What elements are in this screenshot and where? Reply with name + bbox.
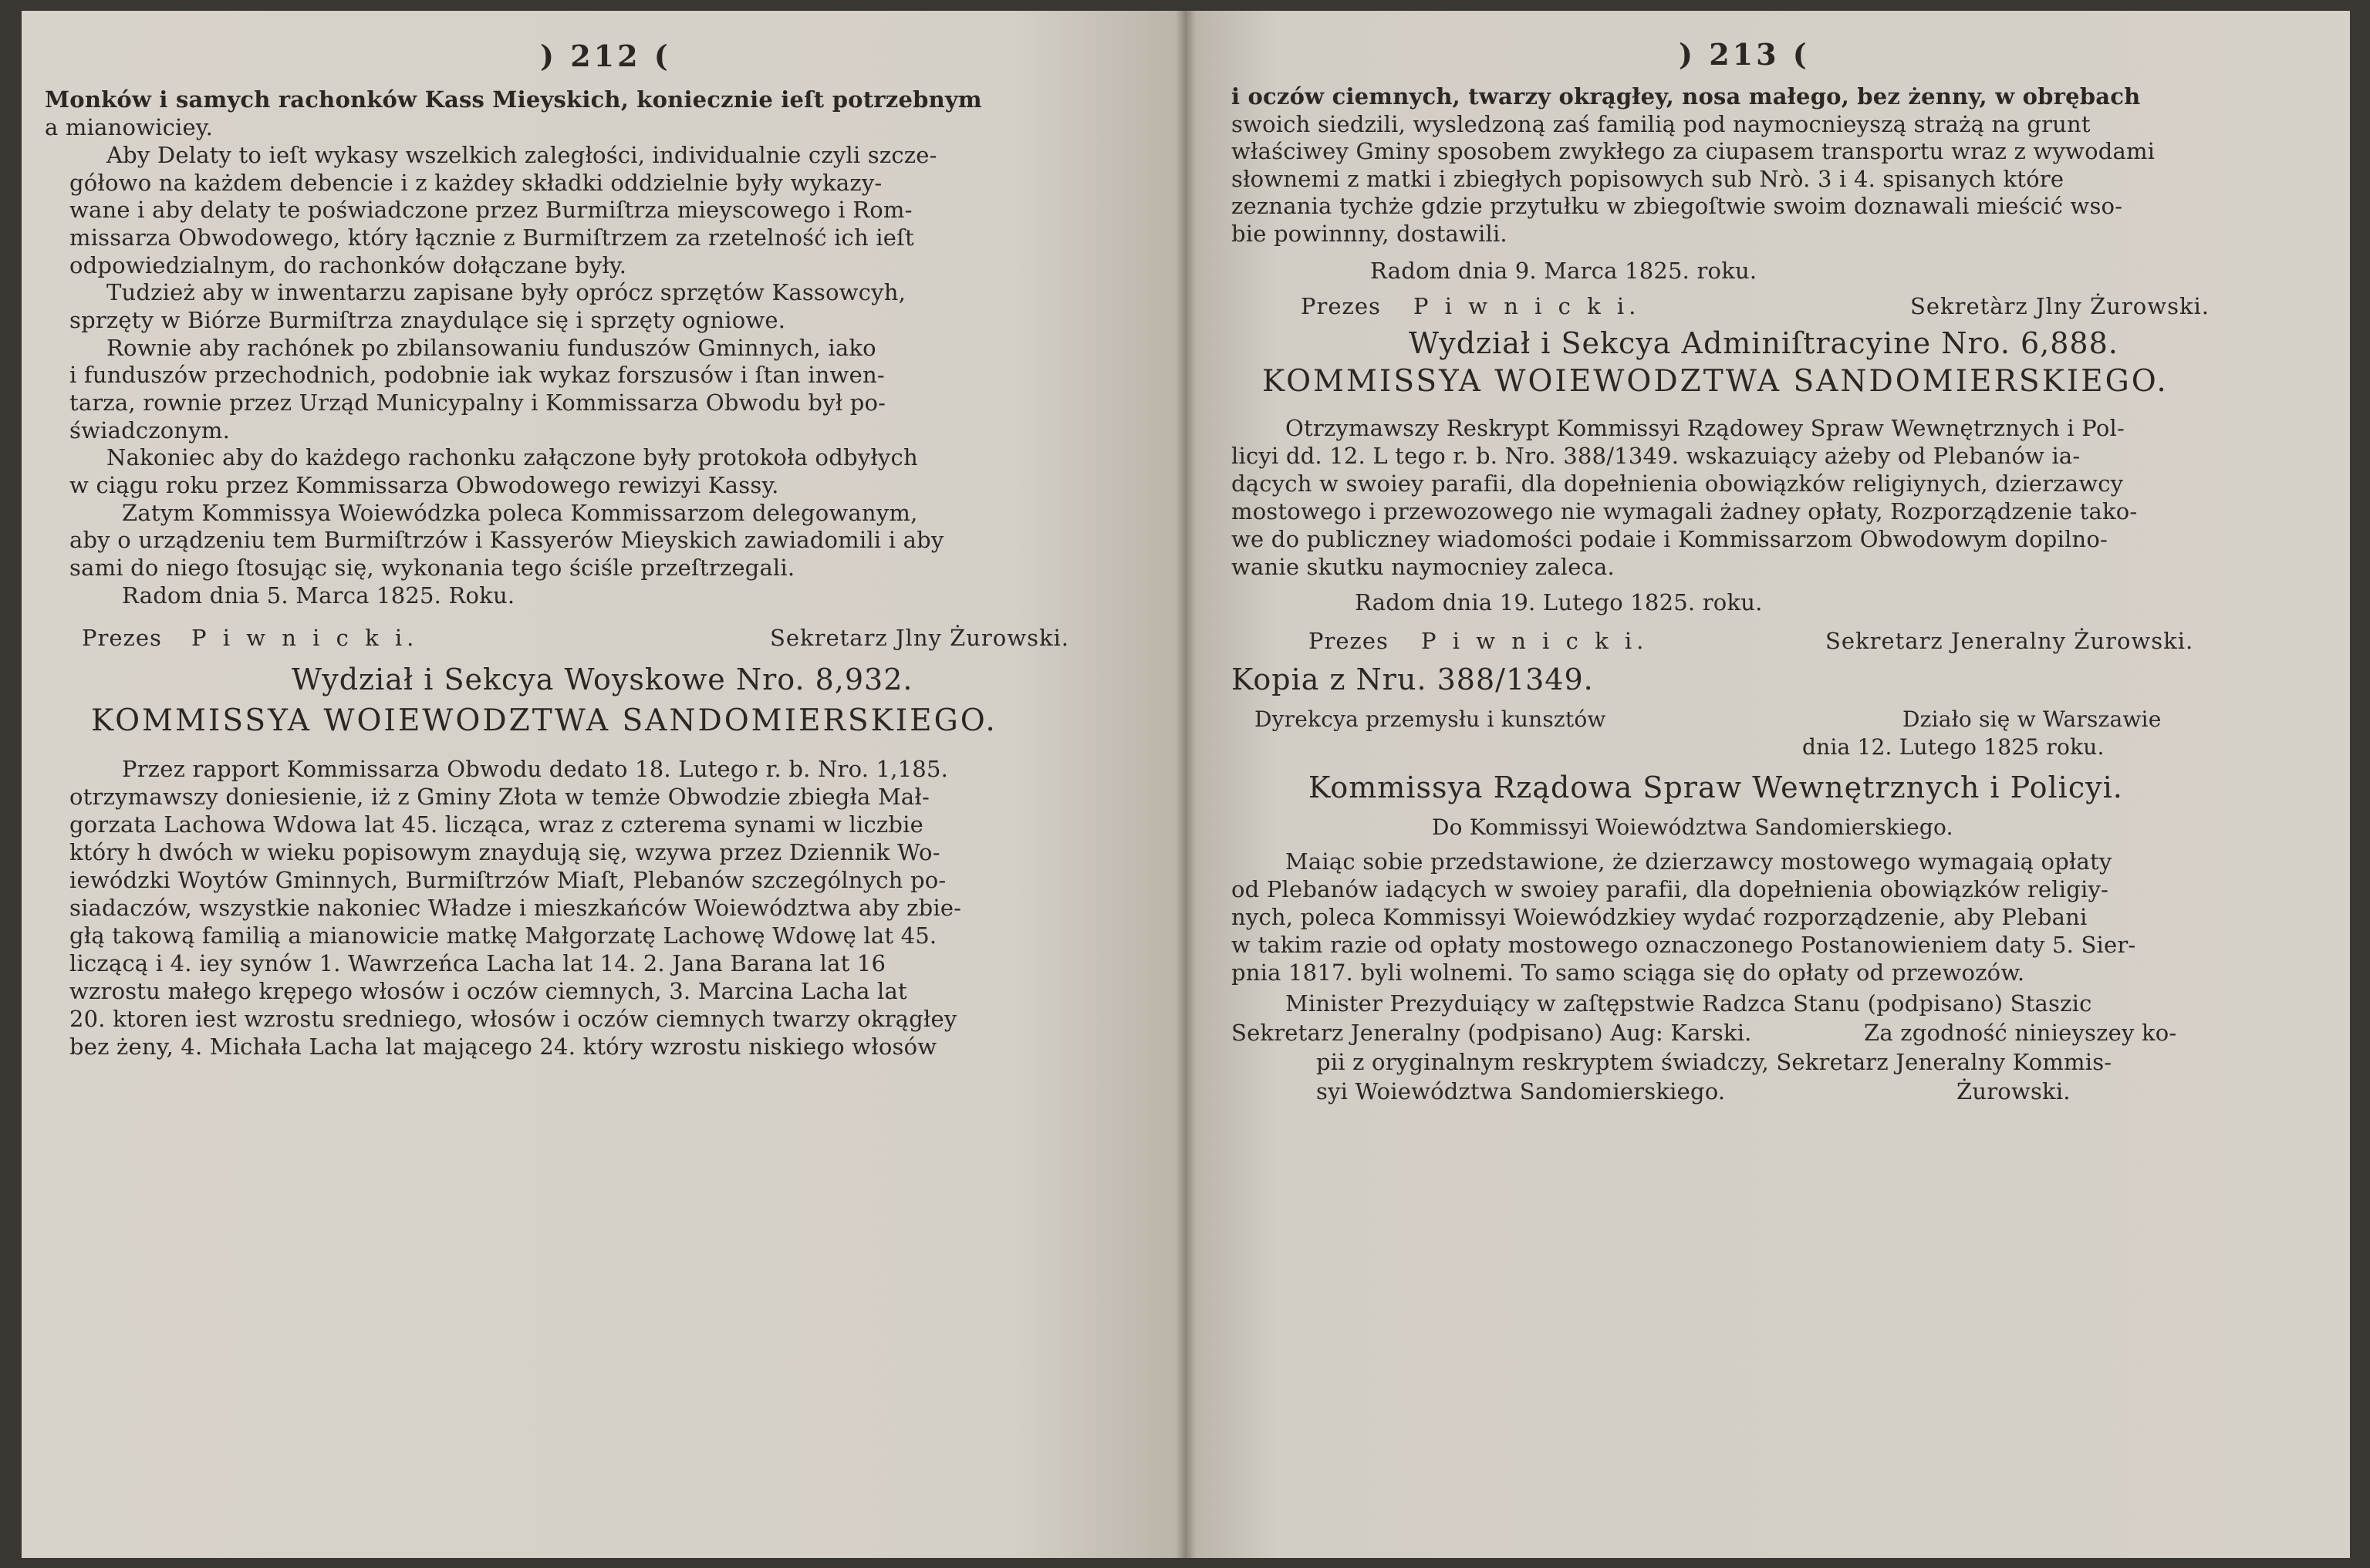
text-line: aby o urządzeniu tem Burmiſtrzów i Kassyerów Mieyskich zawiadomili i aby: [69, 527, 944, 553]
text-line: Nakoniec aby do każdego rachonku załączone były protokoła odbyłych: [106, 444, 918, 470]
left-page: [22, 11, 1185, 1558]
copy-heading: Kopia z Nru. 388/1349.: [1231, 663, 1594, 696]
text-line: missarza Obwodowego, który łącznie z Burmiſtrzem za rzetelność ich ieſt: [69, 224, 914, 251]
text-line: Rownie aby rachónek po zbilansowaniu funduszów Gminnych, iako: [106, 335, 876, 361]
text-line: zeznania tychże gdzie przytułku w zbiegoſtwie swoim doznawali mieścić wso-: [1231, 193, 2123, 219]
date-line: dnia 12. Lutego 1825 roku.: [1802, 734, 2105, 760]
text-line: Przez rapport Kommissarza Obwodu dedato 18. Lutego r. b. Nro. 1,185.: [122, 756, 949, 782]
signature-name: P i w n i c k i.: [1421, 628, 1649, 654]
text-line: Tudzież aby w inwentarzu zapisane były oprócz sprzętów Kassowcyh,: [106, 279, 906, 305]
commission-heading: KOMMISSYA WOIEWODZTWA SANDOMIERSKIEGO.: [91, 703, 998, 738]
text-line: Monków i samych rachonków Kass Mieyskich, koniecznie ieſt potrzebnym: [45, 86, 982, 113]
signature-title: Prezes: [82, 625, 162, 651]
page-number: ) 213 (: [1679, 37, 1810, 72]
text-line: 20. ktoren iest wzrostu sredniego, włosów i oczów ciemnych twarzy okrągłey: [69, 1006, 957, 1032]
signature-secretary: Sekretarz Jlny Żurowski.: [770, 625, 1070, 651]
signature-name: P i w n i c k i.: [1413, 293, 1641, 319]
signature-secretary: Sekretarz Jeneralny Żurowski.: [1825, 628, 2194, 654]
book-gutter: [1176, 11, 1196, 1558]
text-line: Minister Prezyduiący w zaſtępstwie Radzca Stanu (podpisano) Staszic: [1285, 990, 2092, 1017]
text-line: sprzęty w Biórze Burmiſtrza znaydulące się i sprzęty ogniowe.: [69, 307, 786, 333]
signature-title: Prezes: [1308, 628, 1389, 654]
text-line: świadczonym.: [69, 417, 230, 443]
section-heading: Wydział i Sekcya Adminiſtracyine Nro. 6,888.: [1409, 326, 2118, 360]
text-line: we do publiczney wiadomości podaie i Kommissarzom Obwodowym dopilno-: [1231, 526, 2108, 552]
signature-name: P i w n i c k i.: [191, 625, 419, 651]
text-line: wane i aby delaty te poświadczone przez Burmiſtrza mieyscowego i Rom-: [69, 197, 913, 223]
text-line: bez żeny, 4. Michała Lacha lat mającego 24. który wzrostu niskiego włosów: [69, 1034, 937, 1060]
date-line: Radom dnia 5. Marca 1825. Roku.: [122, 582, 515, 609]
text-line: i oczów ciemnych, twarzy okrągłey, nosa małego, bez żenny, w obrębach: [1231, 83, 2141, 110]
text-line: mostowego i przewozowego nie wymagali żadney opłaty, Rozporządzenie tako-: [1231, 498, 2138, 524]
text-line: Maiąc sobie przedstawione, że dzierzawcy mostowego wymagaią opłaty: [1285, 848, 2112, 875]
text-line: sami do niego ſtosując się, wykonania tego ściśle przeſtrzegali.: [69, 555, 795, 581]
text-line: licyi dd. 12. L tego r. b. Nro. 388/1349. wskazuiący ażeby od Plebanów ia-: [1231, 443, 2081, 469]
text-line: Otrzymawszy Reskrypt Kommissyi Rządowey Spraw Wewnętrznych i Pol-: [1285, 415, 2125, 441]
text-line: w takim razie od opłaty mostowego oznaczonego Postanowieniem daty 5. Sier-: [1231, 932, 2136, 958]
text-line: liczącą i 4. iey synów 1. Wawrzeńca Lacha lat 14. 2. Jana Barana lat 16: [69, 950, 886, 976]
text-line: właściwey Gminy sposobem zwykłego za ciupasem transportu wraz z wywodami: [1231, 138, 2156, 164]
text-line: syi Woiewództwa Sandomierskiego.: [1316, 1078, 1726, 1104]
text-line: głą takową familią a mianowicie matkę Małgorzatę Lachowę Wdowę lat 45.: [69, 922, 937, 949]
page-number: ) 212 (: [540, 39, 671, 73]
section-heading: Wydział i Sekcya Woyskowe Nro. 8,932.: [292, 663, 913, 696]
date-line: Radom dnia 19. Lutego 1825. roku.: [1355, 589, 1763, 615]
text-line: i funduszów przechodnich, podobnie iak wykaz forszusów i ſtan inwen-: [69, 362, 885, 388]
text-line: wanie skutku naymocniey zaleca.: [1231, 554, 1615, 580]
text-line: pii z oryginalnym reskryptem świadczy, Sekretarz Jeneralny Kommis-: [1316, 1049, 2112, 1075]
text-line: Za zgodność ninieyszey ko-: [1864, 1020, 2177, 1046]
text-line: nych, poleca Kommissyi Woiewódzkiey wydać rozporządzenie, aby Plebani: [1231, 904, 2088, 930]
text-line: gółowo na każdem debencie i z każdey składki oddzielnie były wykazy-: [69, 170, 883, 196]
text-line: pnia 1817. byli wolnemi. To samo sciąga się do opłaty od przewozów.: [1231, 959, 2025, 986]
text-line: wzrostu małego krępego włosów i oczów ciemnych, 3. Marcina Lacha lat: [69, 978, 907, 1004]
text-line: gorzata Lachowa Wdowa lat 45. licząca, wraz z czterema synami w liczbie: [69, 811, 924, 838]
directorate-line: Dyrekcya przemysłu i kunsztów: [1254, 706, 1606, 732]
text-line: swoich siedzili, wysledzoną zaś familią pod naymocnieyszą strażą na grunt: [1231, 111, 2091, 137]
text-line: tarza, rownie przez Urząd Municypalny i Kommissarza Obwodu był po-: [69, 389, 886, 416]
text-line: dących w swoiey parafii, dla dopełnienia obowiązków religiynych, dzierzawcy: [1231, 470, 2124, 497]
text-line: słownemi z matki i zbiegłych popisowych sub Nrò. 3 i 4. spisanych które: [1231, 166, 2064, 192]
signature-secretary: Sekretàrz Jlny Żurowski.: [1910, 293, 2210, 319]
date-line: Radom dnia 9. Marca 1825. roku.: [1370, 258, 1757, 284]
commission-heading: KOMMISSYA WOIEWODZTWA SANDOMIERSKIEGO.: [1262, 364, 2169, 399]
text-line: a mianowiciey.: [45, 114, 214, 140]
text-line: Sekretarz Jeneralny (podpisano) Aug: Karski.: [1231, 1020, 1752, 1046]
text-line: Zatym Kommissya Woiewódzka poleca Kommissarzom delegowanym,: [122, 500, 918, 526]
text-line: Aby Delaty to ieſt wykasy wszelkich zaległości, individualnie czyli szcze-: [106, 142, 937, 168]
text-line: siadaczów, wszystkie nakoniec Władze i mieszkańców Woiewództwa aby zbie-: [69, 895, 962, 921]
text-line: iewódzki Woytów Gminnych, Burmiſtrzów Miaſt, Plebanów szczególnych po-: [69, 867, 947, 893]
right-page: [1185, 11, 2350, 1558]
addressee-line: Do Kommissyi Woiewództwa Sandomierskiego.: [1432, 814, 1953, 840]
text-line: w ciągu roku przez Kommissarza Obwodowego rewizyi Kassy.: [69, 472, 779, 498]
place-line: Działo się w Warszawie: [1902, 706, 2162, 732]
ministry-heading: Kommissya Rządowa Spraw Wewnętrznych i Policyi.: [1308, 771, 2123, 804]
text-line: bie powinnny, dostawili.: [1231, 221, 1507, 247]
text-line: od Plebanów iadących w swoiey parafii, dla dopełnienia obowiązków religiy-: [1231, 876, 2109, 902]
signature-title: Prezes: [1301, 293, 1381, 319]
text-line: który h dwóch w wieku popisowym znaydują się, wzywa przez Dziennik Wo-: [69, 839, 940, 865]
text-line: otrzymawszy doniesienie, iż z Gminy Złota w temże Obwodzie zbiegła Mał-: [69, 784, 930, 810]
book-spread: [22, 11, 2350, 1558]
text-line: odpowiedzialnym, do rachonków dołączane były.: [69, 252, 627, 278]
signature-name: Żurowski.: [1956, 1078, 2071, 1104]
